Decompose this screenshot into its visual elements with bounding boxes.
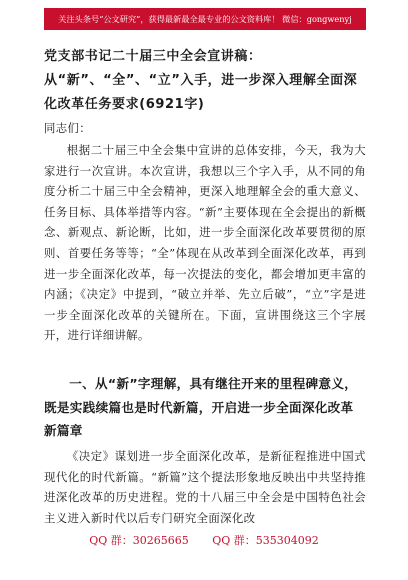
document-title: 党支部书记二十届三中全会宣讲稿：从“新”、“全”、“立”入手，进一步深入理解全面深化改革任务要求(6921字) bbox=[44, 49, 358, 112]
paragraph-intro: 根据二十届三中全会集中宣讲的总体安排，今天，我为大家进行一次宣讲。本次宣讲，我想以三个字入手，从不同的角度分析二十届三中全会精神，更深入地理解全会的重大意义、任务目标、具体举措等内容。“新”主要体现在全会提出的新概念、新观点、新论断，比如，进一步全面深化改革要贯彻的原则、首要任务等等；“全”体现在从改革到全面深化改革，再到进一步全面深化改革，每一次提法的变化，都会增加更丰富的内涵；《决定》中提到，“破立并举、先立后破”，“立”字是进一步全面深化改革的关键所在。下面，宣讲围绕这三个字展开，进行详细讲解。 bbox=[44, 143, 366, 343]
section-heading-1: 一、从“新”字理解，具有继往开来的里程碑意义，既是实践续篇也是时代新篇，开启进一步全面深化改革新篇章 bbox=[44, 376, 358, 438]
paragraph-section-1: 《决定》谋划进一步全面深化改革，是新征程推进中国式现代化的时代新篇。“新篇”这个提法形象地反映出中共坚持推进深化改革的历史进程。党的十八届三中全会是中国特色社会主义进入新时代以后专门研究全面深化改 bbox=[44, 449, 366, 525]
footer-qq-group-1: QQ 群：30265665 bbox=[89, 534, 189, 547]
footer-qq-group-2: QQ 群：535304092 bbox=[212, 534, 319, 547]
footer bbox=[0, 532, 408, 548]
promo-banner: 关注头条号“公文研究”，获得最新最全最专业的公文资料库！ 微信：gongwenyj bbox=[44, 8, 366, 30]
salutation: 同志们： bbox=[44, 121, 91, 135]
